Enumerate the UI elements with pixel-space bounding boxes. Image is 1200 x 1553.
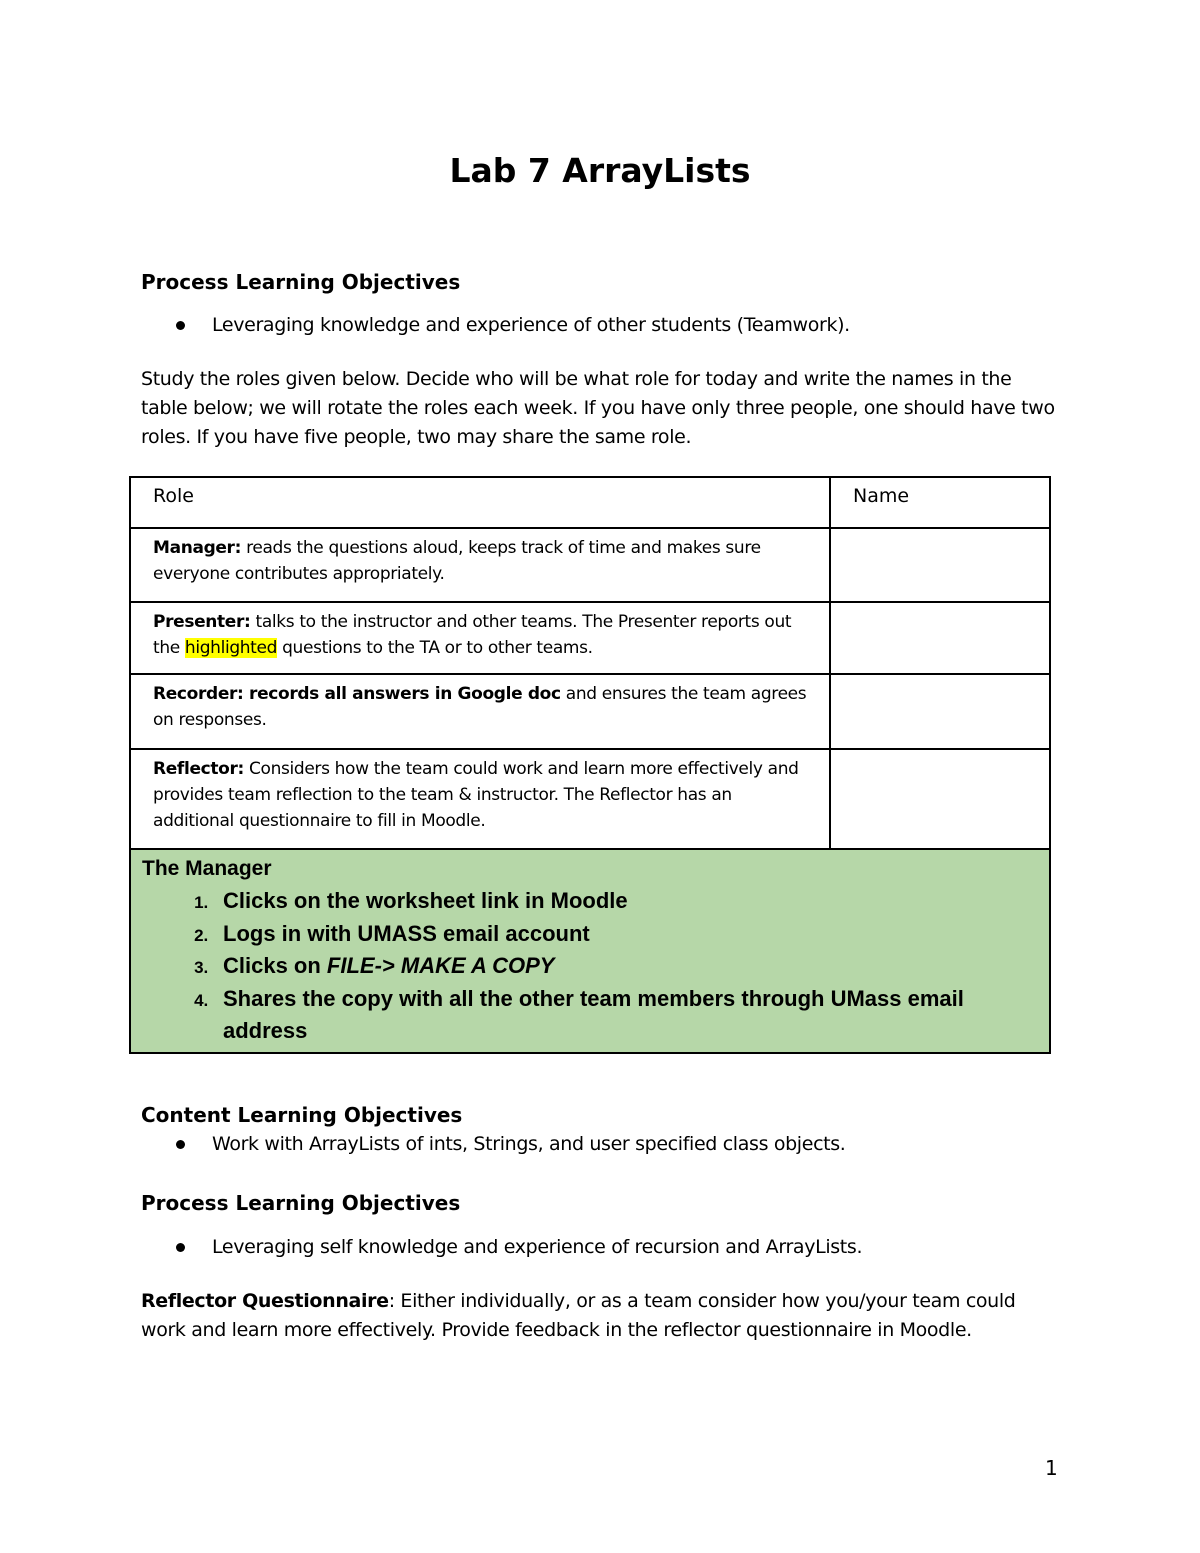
bullet-text: Leveraging self knowledge and experience of recursion and ArrayLists.: [212, 1236, 863, 1258]
list-item: 4. Shares the copy with all the other team members through UMass email address: [213, 983, 1049, 1048]
reflector-role-description: Reflector: Considers how the team could work and learn more effectively and provides team reflection to the team & instructor. The Reflector has an additional questionnaire to fill in Moodle.: [153, 759, 799, 831]
bullet-text: Work with ArrayLists of ints, Strings, and user specified class objects.: [212, 1133, 846, 1155]
reflector-role-label: Reflector:: [153, 759, 244, 779]
manager-role-label: Manager:: [153, 538, 242, 558]
bullet-icon: [176, 1243, 185, 1252]
manager-steps-list: [131, 885, 1049, 1048]
reflector-questionnaire-paragraph: Reflector Questionnaire: Either individually, or as a team consider how you/your team could work and learn more effectively. Provide feedback in the reflector questionnaire in Moodle.: [141, 1290, 1016, 1341]
process-objectives-heading: Process Learning Objectives: [141, 1191, 461, 1215]
highlighted-word: highlighted: [184, 638, 278, 658]
presenter-role-label: Presenter:: [153, 612, 251, 632]
instructions-paragraph: Study the roles given below. Decide who will be what role for today and write the names in the table below; we will rotate the roles each week. If you have only three people, one should have two roles. If you have five people, two may share the same role.: [141, 368, 1055, 448]
manager-instructions-box: [130, 849, 1050, 1053]
recorder-name-cell[interactable]: [830, 674, 1050, 749]
bullet-icon: [176, 321, 185, 330]
roles-table: [129, 476, 1051, 1054]
list-item: 3. Clicks on FILE-> MAKE A COPY: [213, 950, 1049, 983]
table-row: [130, 674, 1050, 749]
content-objectives-heading: Content Learning Objectives: [141, 1103, 463, 1127]
table-header-row: [130, 477, 1050, 528]
manager-instructions-row: [130, 849, 1050, 1053]
presenter-role-description: Presenter: talks to the instructor and other teams. The Presenter reports out the highlighted questions to the TA or to other teams.: [153, 612, 792, 658]
list-item: 1. Clicks on the worksheet link in Moodle: [213, 885, 1049, 918]
manager-box-title: The Manager: [142, 857, 272, 880]
table-row: [130, 602, 1050, 674]
file-make-copy-text: FILE-> MAKE A COPY: [326, 953, 555, 978]
page-title: Lab 7 ArrayLists: [449, 151, 751, 190]
presenter-name-cell[interactable]: [830, 602, 1050, 674]
manager-name-cell[interactable]: [830, 528, 1050, 602]
table-row: [130, 749, 1050, 849]
process-objectives-heading: Process Learning Objectives: [141, 270, 461, 294]
recorder-role-label: Recorder: records all answers in Google doc: [153, 684, 561, 704]
manager-role-description: Manager: reads the questions aloud, keeps track of time and makes sure everyone contributes appropriately.: [153, 538, 761, 584]
recorder-role-description: Recorder: records all answers in Google doc and ensures the team agrees on responses.: [153, 684, 807, 730]
role-column-header: Role: [153, 485, 194, 507]
name-column-header: Name: [853, 485, 910, 507]
list-item: 2. Logs in with UMASS email account: [213, 918, 1049, 951]
reflector-name-cell[interactable]: [830, 749, 1050, 849]
page-number: 1: [1045, 1456, 1058, 1480]
bullet-icon: [176, 1140, 185, 1149]
table-row: [130, 528, 1050, 602]
reflector-questionnaire-label: Reflector Questionnaire: [141, 1290, 389, 1312]
bullet-text: Leveraging knowledge and experience of other students (Teamwork).: [212, 314, 850, 336]
